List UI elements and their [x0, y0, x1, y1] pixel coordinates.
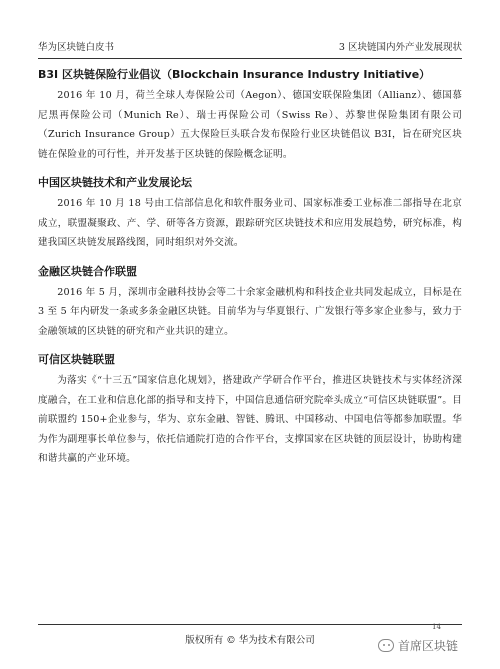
footer-copyright: 版权所有 © 华为技术有限公司 [185, 635, 315, 646]
footer-divider [38, 624, 462, 625]
section-china-forum [38, 175, 462, 253]
header-doc-title: 华为区块链白皮书 [38, 42, 115, 53]
section-body: 2016 年 10 月，荷兰全球人寿保险公司（Aegon）、德国安联保险集团（Allianz）、德国慕尼黑再保险公司（Munich Re）、瑞士再保险公司（Swiss Re）、苏黎世保险集团有限公司（Zurich Insurance Group）五大保险巨头联合发布保险行业区块链倡议 B3I，旨在研究区块链在保险业的可行性，并开发基于区块链的保险概念证明。 [38, 90, 462, 160]
section-body: 为落实《“十三五”国家信息化规划》，搭建政产学研合作平台，推进区块链技术与实体经济深度融合，在工业和信息化部的指导和支持下，中国信息通信研究院牵头成立“可信区块链联盟”。目前联盟约 150+企业参与，华为、京东金融、智链、腾讯、中国移动、中国电信等都参加联盟。华为作为副理事长单位参与，依托信通院打造的合作平台，支撑国家在区块链的顶层设计，协助构建和谐共赢的产业环境。 [38, 375, 462, 464]
watermark-text: 首席区块链 [398, 639, 459, 653]
header-chapter-title: 3 区块链国内外产业发展现状 [338, 42, 462, 53]
section-title: 中国区块链技术和产业发展论坛 [38, 176, 192, 189]
section-body: 2016 年 5 月，深圳市金融科技协会等二十余家金融机构和科技企业共同发起成立，目标是在 3 至 5 年内研发一条或多条金融区块链。目前华为与华夏银行、广发银行等多家企业参与，致力于金融领域的区块链的研究和产业共识的建立。 [38, 286, 462, 337]
wechat-icon [378, 639, 394, 652]
section-finance-alliance [38, 264, 462, 342]
section-b3i [38, 67, 462, 164]
section-trusted-alliance [38, 352, 462, 469]
section-title: 可信区块链联盟 [38, 353, 115, 366]
section-title: B3I 区块链保险行业倡议（Blockchain Insurance Industry Initiative） [38, 68, 431, 81]
page-content [38, 67, 462, 480]
section-body: 2016 年 10 月 18 号由工信部信息化和软件服务业司、国家标准委工业标准二部指导在北京成立，联盟凝聚政、产、学、研等各方资源，跟踪研究区块链技术和应用发展趋势，研究标准，构建我国区块链发展路线图，同时组织对外交流。 [38, 198, 462, 248]
page-number: 14 [432, 623, 441, 631]
page-header [38, 38, 462, 59]
watermark [378, 637, 458, 654]
section-title: 金融区块链合作联盟 [38, 264, 137, 278]
